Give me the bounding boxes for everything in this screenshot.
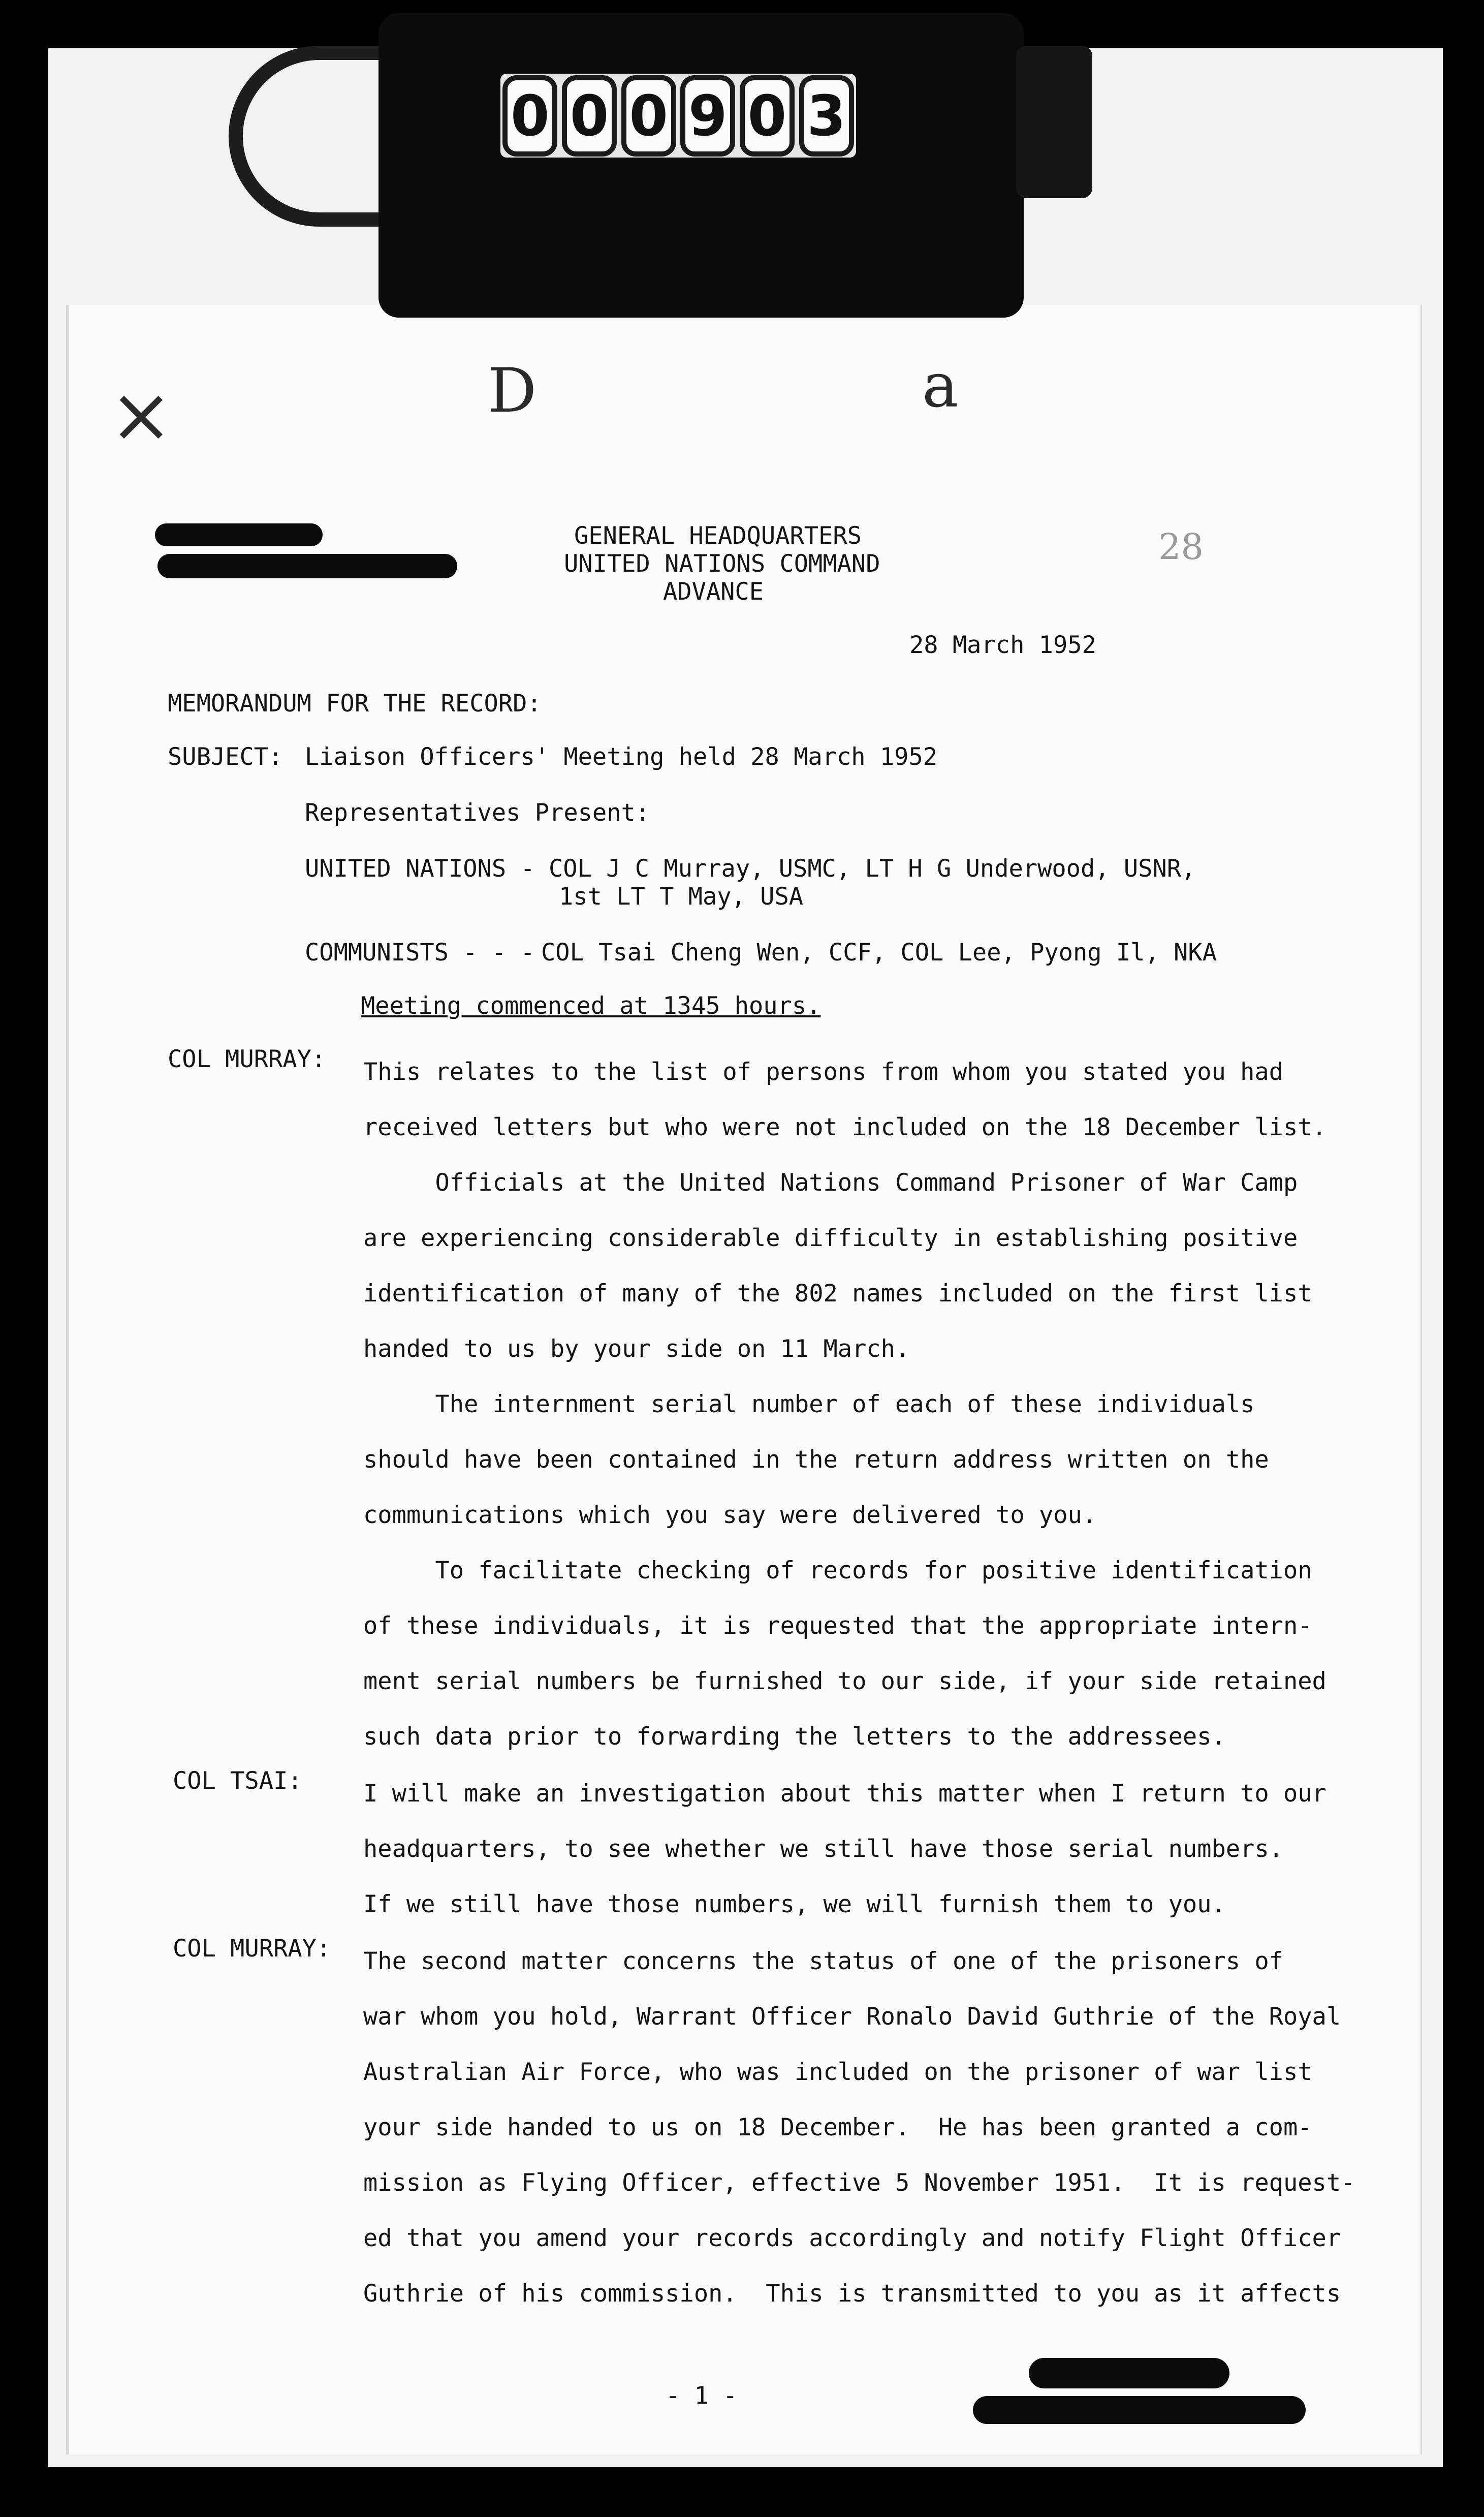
remark-line: ment serial numbers be furnished to our side, if your side retained xyxy=(363,1667,1327,1695)
redaction-bar xyxy=(1029,2358,1229,2388)
remark-line: communications which you say were delivered to you. xyxy=(363,1501,1097,1529)
meeting-commenced: Meeting commenced at 1345 hours. xyxy=(361,992,821,1020)
un-representatives-line-2: 1st LT T May, USA xyxy=(559,883,804,911)
remark-line: This relates to the list of persons from whom you stated you had xyxy=(363,1058,1283,1086)
counter-digit: 0 xyxy=(740,75,795,157)
speaker-remarks xyxy=(363,1766,1327,1932)
remark-line: such data prior to forwarding the letters to the addressees. xyxy=(363,1723,1226,1751)
remark-line: ed that you amend your records accordingly and notify Flight Officer xyxy=(363,2224,1341,2252)
speaker-label: COL MURRAY: xyxy=(173,1935,331,1963)
remark-line: Guthrie of his commission. This is transmitted to you as it affects xyxy=(363,2280,1341,2308)
header-line-1: GENERAL HEADQUARTERS xyxy=(574,522,862,550)
remark-line: headquarters, to see whether we still have those serial numbers. xyxy=(363,1835,1283,1863)
counter-digit: 0 xyxy=(502,75,557,157)
handwritten-letter-a: a xyxy=(922,351,959,421)
remark-line: Australian Air Force, who was included on the prisoner of war list xyxy=(363,2058,1312,2086)
subject-text: Liaison Officers' Meeting held 28 March 1952 xyxy=(305,743,938,771)
representatives-heading: Representatives Present: xyxy=(305,799,650,827)
handwritten-page-mark: 28 xyxy=(1158,526,1204,568)
subject-label: SUBJECT: xyxy=(168,743,283,771)
speaker-remarks xyxy=(363,1044,1327,1764)
remark-line: The second matter concerns the status of one of the prisoners of xyxy=(363,1947,1283,1975)
speaker-label: COL MURRAY: xyxy=(168,1045,326,1073)
page-number: - 1 - xyxy=(666,2382,738,2410)
remark-line: received letters but who were not included on the 18 December list. xyxy=(363,1113,1327,1141)
remark-line: of these individuals, it is requested that the appropriate intern- xyxy=(363,1612,1312,1640)
counter-digit: 0 xyxy=(621,75,676,157)
counter-digit: 3 xyxy=(799,75,854,157)
counter-digit: 0 xyxy=(562,75,617,157)
remark-line: your side handed to us on 18 December. He has been granted a com- xyxy=(363,2114,1312,2141)
header-line-2: UNITED NATIONS COMMAND xyxy=(564,550,880,578)
remark-line: identification of many of the 802 names included on the first list xyxy=(363,1280,1312,1308)
memo-date: 28 March 1952 xyxy=(909,631,1096,659)
remark-line: If we still have those numbers, we will furnish them to you. xyxy=(363,1890,1226,1918)
remark-line: mission as Flying Officer, effective 5 November 1951. It is request- xyxy=(363,2169,1355,2197)
remark-line: are experiencing considerable difficulty in establishing positive xyxy=(363,1224,1298,1252)
frame-counter-device xyxy=(378,13,1024,318)
header-line-3: ADVANCE xyxy=(663,578,764,606)
remark-line: I will make an investigation about this matter when I return to our xyxy=(363,1780,1327,1808)
handwritten-x-mark: × xyxy=(109,371,173,459)
memo-title: MEMORANDUM FOR THE RECORD: xyxy=(168,690,542,718)
redaction-bar xyxy=(973,2396,1306,2424)
remark-line: handed to us by your side on 11 March. xyxy=(363,1335,910,1363)
communists-label: COMMUNISTS - - - xyxy=(305,939,535,967)
redaction-bar xyxy=(157,554,457,578)
handwritten-letter-d: D xyxy=(488,356,537,426)
remark-line: war whom you hold, Warrant Officer Ronalo David Guthrie of the Royal xyxy=(363,2003,1341,2031)
remark-line: The internment serial number of each of these individuals xyxy=(363,1390,1255,1418)
frame-counter xyxy=(500,74,856,158)
speaker-label: COL TSAI: xyxy=(173,1767,302,1795)
remark-line: To facilitate checking of records for positive identification xyxy=(363,1557,1312,1584)
remark-line: Officials at the United Nations Command Prisoner of War Camp xyxy=(363,1169,1298,1197)
un-representatives-line-1: COL J C Murray, USMC, LT H G Underwood, USNR, xyxy=(549,855,1196,883)
redaction-bar xyxy=(155,523,323,546)
counter-clip xyxy=(1016,46,1092,198)
speaker-remarks xyxy=(363,1934,1355,2321)
un-label: UNITED NATIONS - xyxy=(305,855,535,883)
counter-digit: 9 xyxy=(680,75,735,157)
remark-line: should have been contained in the return address written on the xyxy=(363,1446,1269,1474)
communists-representatives: COL Tsai Cheng Wen, CCF, COL Lee, Pyong Il, NKA xyxy=(541,939,1217,967)
